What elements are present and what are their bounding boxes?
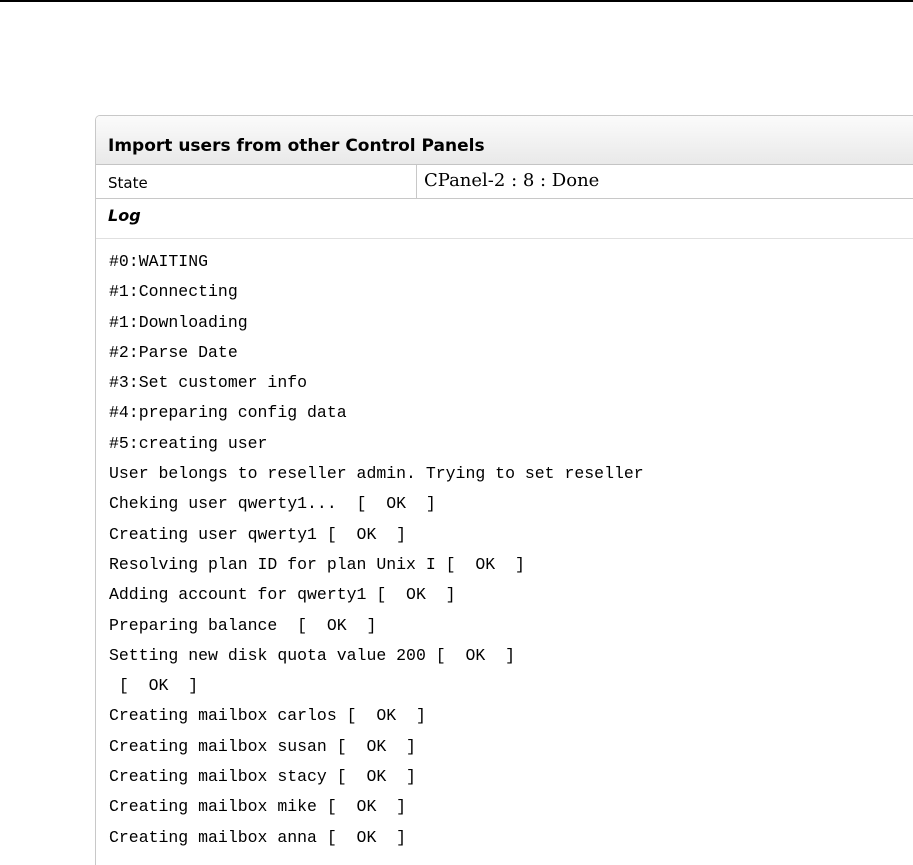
log-line: #4:preparing config data — [109, 403, 347, 423]
log-line: Setting new disk quota value 200 [ OK ] — [109, 645, 515, 665]
log-line: Creating mailbox susan [ OK ] — [109, 736, 416, 756]
log-line: Creating mailbox stacy [ OK ] — [109, 767, 416, 787]
log-line: Adding account for qwerty1 [ OK ] — [109, 585, 456, 605]
log-line: #0:WAITING — [109, 252, 209, 271]
log-line: Cheking user qwerty1... [ OK ] — [109, 494, 436, 514]
log-line: #5:creating user — [109, 433, 268, 453]
state-row — [96, 165, 913, 199]
import-users-panel — [95, 115, 913, 865]
log-line: #2:Parse Date — [109, 342, 238, 362]
log-label: Log — [96, 199, 913, 239]
panel-header — [96, 116, 913, 165]
panel-title: Import users from other Control Panels — [108, 136, 485, 156]
log-line: [ OK ] — [109, 676, 199, 696]
log-list — [96, 239, 913, 853]
state-value: CPanel-2 : 8 : Done — [424, 170, 600, 191]
state-label: State — [96, 165, 417, 198]
log-line: Creating mailbox carlos [ OK ] — [109, 706, 426, 726]
log-line: Creating mailbox mike [ OK ] — [109, 797, 407, 817]
log-line: Creating user qwerty1 [ OK ] — [109, 524, 407, 544]
log-line: Creating mailbox anna [ OK ] — [109, 827, 407, 847]
log-line: #1:Downloading — [109, 312, 248, 332]
log-line: Preparing balance [ OK ] — [109, 615, 377, 635]
top-divider — [0, 0, 913, 2]
log-line: Resolving plan ID for plan Unix I [ OK ] — [109, 554, 525, 574]
log-line: #3:Set customer info — [109, 373, 308, 393]
log-line: User belongs to reseller admin. Trying to set reseller — [109, 464, 644, 484]
log-line: #1:Connecting — [109, 282, 238, 302]
